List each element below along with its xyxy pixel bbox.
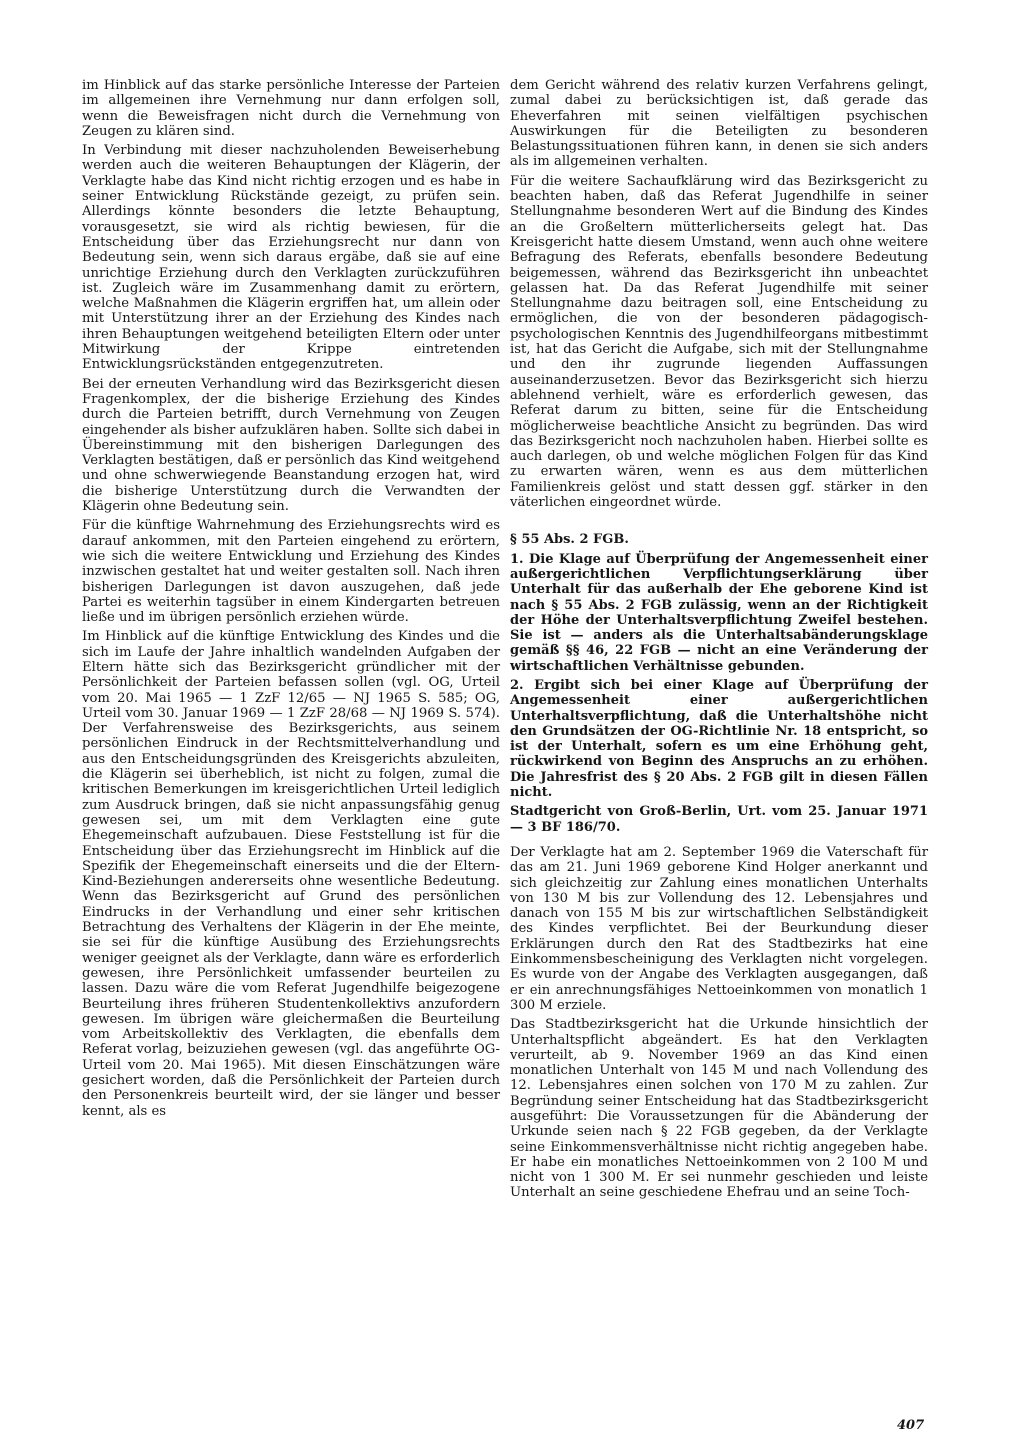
right-paragraph-2: Für die weitere Sachaufklärung wird das Bezirksgericht zu beachten haben, daß das Referat Jugendhilfe in seiner Stellungnahme besonderen Wert auf die Bindung des Kindes an die Großeltern mütterlicherseits gelegt hat. Das Kreisgericht hatte diesem Umstand, wenn auch ohne weitere Befragung des Referats, ebenfalls besondere Bedeutung beigemessen, während das Bezirksgericht ihn unbeachtet gelassen hat. Da das Referat Jugendhilfe mit seiner Stellungnahme dazu beitragen soll, eine Entscheidung zu ermöglichen, die von der besonderen pädagogisch-psychologischen Kenntnis des Jugendhilfeorgans mitbestimmt ist, hat das Gericht die Aufgabe, sich mit der Stellungnahme und den ihr zugrunde liegenden Auffassungen auseinanderzusetzen. Bevor das Bezirksgericht sich hierzu ablehnend verhielt, wäre es erforderlich gewesen, das Referat darum zu bitten, seine für die Entscheidung möglicherweise beachtliche Ansicht zu begründen. Das wird das Bezirksgericht noch nachzuholen haben. Hierbei sollte es auch darlegen, ob und welche möglichen Folgen für das Kind zu erwarten wären, wenn es aus dem mütterlichen Familienkreis gelöst und statt dessen ggf. stärker in den väterlichen eingeordnet würde. [510, 173, 928, 511]
body-paragraph-2: Das Stadtbezirksgericht hat die Urkunde hinsichtlich der Unterhaltspflicht abgeändert. Es hat den Verklagten verurteilt, ab 9. November 1969 an das Kind einen monatlichen Unterhalt von 145 M und nach Vollendung des 12. Lebensjahres einen solchen von 170 M zu zahlen. Zur Begründung seiner Entscheidung hat das Stadtbezirksgericht ausgeführt: Die Voraussetzungen für die Abänderung der Urkunde seien nach § 22 FGB gegeben, da der Verklagte seine Einkommensverhältnisse nicht richtig angegeben habe. Er habe ein monatliches Nettoeinkommen von 2 100 M und nicht von 1 300 M. Er sei nunmehr geschieden und leiste Unterhalt an seine geschiedene Ehefrau und an seine Toch- [510, 1017, 928, 1201]
left-column [82, 78, 500, 1123]
left-paragraph-3: Bei der erneuten Verhandlung wird das Bezirksgericht diesen Fragenkomplex, der die bisherige Erziehung des Kindes durch die Parteien betrifft, durch Vernehmung von Zeugen eingehender als bisher aufzuklären haben. Sollte sich dabei in Übereinstimmung mit den bisherigen Darlegungen des Verklagten bestätigen, daß er persönlich das Kind weitgehend und ohne schwerwiegende Beanstandung erzogen hat, wird die bisherige Unterstützung durch die Verwandten der Klägerin ohne Bedeutung sein. [82, 376, 501, 515]
left-paragraph-5: Im Hinblick auf die künftige Entwicklung des Kindes und die sich im Laufe der Jahre inhaltlich wandelnden Aufgaben der Eltern hätte sich das Bezirksgericht gründlicher mit der Persönlichkeit der Parteien befassen sollen (vgl. OG, Urteil vom 20. Mai 1965 — 1 ZzF 12/65 — NJ 1965 S. 585; OG, Urteil vom 30. Januar 1969 — 1 ZzF 28/68 — NJ 1969 S. 574). Der Verfahrensweise des Bezirksgerichts, aus seinem persönlichen Eindruck in der Rechtsmittelverhandlung und aus den Entscheidungsgründen des Kreisgerichts abzuleiten, die Klägerin sei überheblich, ist nicht zu folgen, zumal die kritischen Bemerkungen im kreisgerichtlichen Urteil lediglich zum Ausdruck bringen, daß sie nicht anpassungsfähig genug gewesen sei, um mit dem Verklagten eine gute Ehegemeinschaft aufzubauen. Diese Feststellung ist für die Entscheidung über das Erziehungsrecht im Hinblick auf die Spezifik der Ehegemeinschaft einerseits und die der Eltern-Kind-Beziehungen andererseits ohne wesentliche Bedeutung. Wenn das Bezirksgericht auf Grund des persönlichen Eindrucks in der Verhandlung und einer sehr kritischen Betrachtung des Verhaltens der Klägerin in der Ehe meinte, sie sei für die künftige Ausübung des Erziehungsrechts weniger geeignet als der Verklagte, dann wäre es erforderlich gewesen, ihre Persönlichkeit umfassender beurteilen zu lassen. Dazu wäre die vom Referat Jugendhilfe beigezogene Beurteilung ihres früheren Studentenkollektivs anzufordern gewesen. Im übrigen wäre gleichermaßen die Beurteilung vom Arbeitskollektiv des Verklagten, die ebenfalls dem Referat vorlag, beizuziehen gewesen (vgl. das angeführte OG-Urteil vom 20. Mai 1965). Mit diesen Einschätzungen wäre gesichert worden, daß die Persönlichkeit der Parteien durch den Personenkreis beurteilt wird, der sie länger und besser kennt, als es [82, 629, 500, 1119]
section-heading: § 55 Abs. 2 FGB. [510, 532, 629, 548]
headnote-2: 2. Ergibt sich bei einer Klage auf Überprüfung der Angemessenheit einer außergerichtlichen Unterhaltsverpflichtung, daß die Unterhaltshöhe nicht den Grundsätzen der OG-Richtlinie Nr. 18 entspricht, so ist der Unterhalt, sofern es um eine Erhöhung geht, rückwirkend von Beginn des Anspruchs an zu erhöhen. Die Jahresfrist des § 20 Abs. 2 FGB gilt in diesen Fällen nicht. [510, 677, 928, 801]
body-paragraph-1: Der Verklagte hat am 2. September 1969 die Vaterschaft für das am 21. Juni 1969 geborene Kind Holger anerkannt und sich gleichzeitig zur Zahlung eines monatlichen Unterhalts von 130 M bis zur Vollendung des 12. Lebensjahres und danach von 155 M bis zur wirtschaftlichen Selbständigkeit des Kindes verpflichtet. Bei der Beurkundung dieser Erklärungen durch den Rat des Stadtbezirks hat eine Einkommensbescheinigung des Verklagten nicht vorgelegen. Es wurde von der Angabe des Verklagten ausgegangen, daß er ein anrechnungsfähiges Nettoeinkommen von monatlich 1 300 M erziele. [510, 844, 928, 1013]
right-column [510, 78, 928, 1205]
left-paragraph-4: Für die künftige Wahrnehmung des Erziehungsrechts wird es darauf ankommen, mit den Parteien eingehend zu erörtern, wie sich die weitere Entwicklung und Erziehung des Kindes inzwischen gestaltet hat und weiter gestalten soll. Nach ihren bisherigen Darlegungen ist davon auszugehen, daß jede Partei es weiterhin tagsüber in einem Kindergarten betreuen ließe und im übrigen persönlich erziehen würde. [82, 518, 500, 626]
section-gap [510, 514, 928, 532]
right-paragraph-1: dem Gericht während des relativ kurzen Verfahrens gelingt, zumal dabei zu berücksichtigen ist, daß gerade das Eheverfahren mit seinen vielfältigen psychischen Auswirkungen für die Beteiligten zu besonderen Belastungssituationen führen kann, in denen sie sich anders als im allgemeinen verhalten. [510, 78, 928, 170]
court-citation: Stadtgericht von Groß-Berlin, Urt. vom 25. Januar 1971 — 3 BF 186/70. [510, 804, 928, 835]
left-paragraph-2: In Verbindung mit dieser nachzuholenden Beweiserhebung werden auch die weiteren Behauptungen der Klägerin, der Verklagte habe das Kind nicht richtig erzogen und es habe in seiner Entwicklung Rückstände gezeigt, zu prüfen sein. Allerdings könnte besonders die letzte Behauptung, vorausgesetzt, sie wird als richtig bewiesen, für die Entscheidung über das Erziehungsrecht nur dann von Bedeutung sein, wenn sich daraus ergäbe, daß sie auf eine unrichtige Erziehung durch den Verklagten zurückzuführen ist. Zugleich wäre im Zusammenhang damit zu erörtern, welche Maßnahmen die Klägerin ergriffen hat, um allein oder mit Unterstützung ihrer an der Erziehung des Kindes nach ihren Behauptungen weitgehend beteiligten Eltern oder unter Mitwirkung der Krippe eintretenden Entwicklungsrückständen entgegenzutreten. [82, 143, 500, 373]
left-paragraph-1: im Hinblick auf das starke persönliche Interesse der Parteien im allgemeinen ihre Vernehmung nur dann erfolgen soll, wenn die Beweisfragen nicht durch die Vernehmung von Zeugen zu klären sind. [82, 78, 500, 139]
headnote-1: 1. Die Klage auf Überprüfung der Angemessenheit einer außergerichtlichen Verpflichtungserklärung über Unterhalt für das außerhalb der Ehe geborene Kind ist nach § 55 Abs. 2 FGB zulässig, wenn an der Richtigkeit der Höhe der Unterhaltsverpflichtung Zweifel bestehen. Sie ist — anders als die Unterhaltsabänderungsklage gemäß §§ 46, 22 FGB — nicht an eine Veränderung der wirtschaftlichen Verhältnisse gebunden. [510, 551, 928, 674]
page-number: 407 [897, 1418, 925, 1433]
